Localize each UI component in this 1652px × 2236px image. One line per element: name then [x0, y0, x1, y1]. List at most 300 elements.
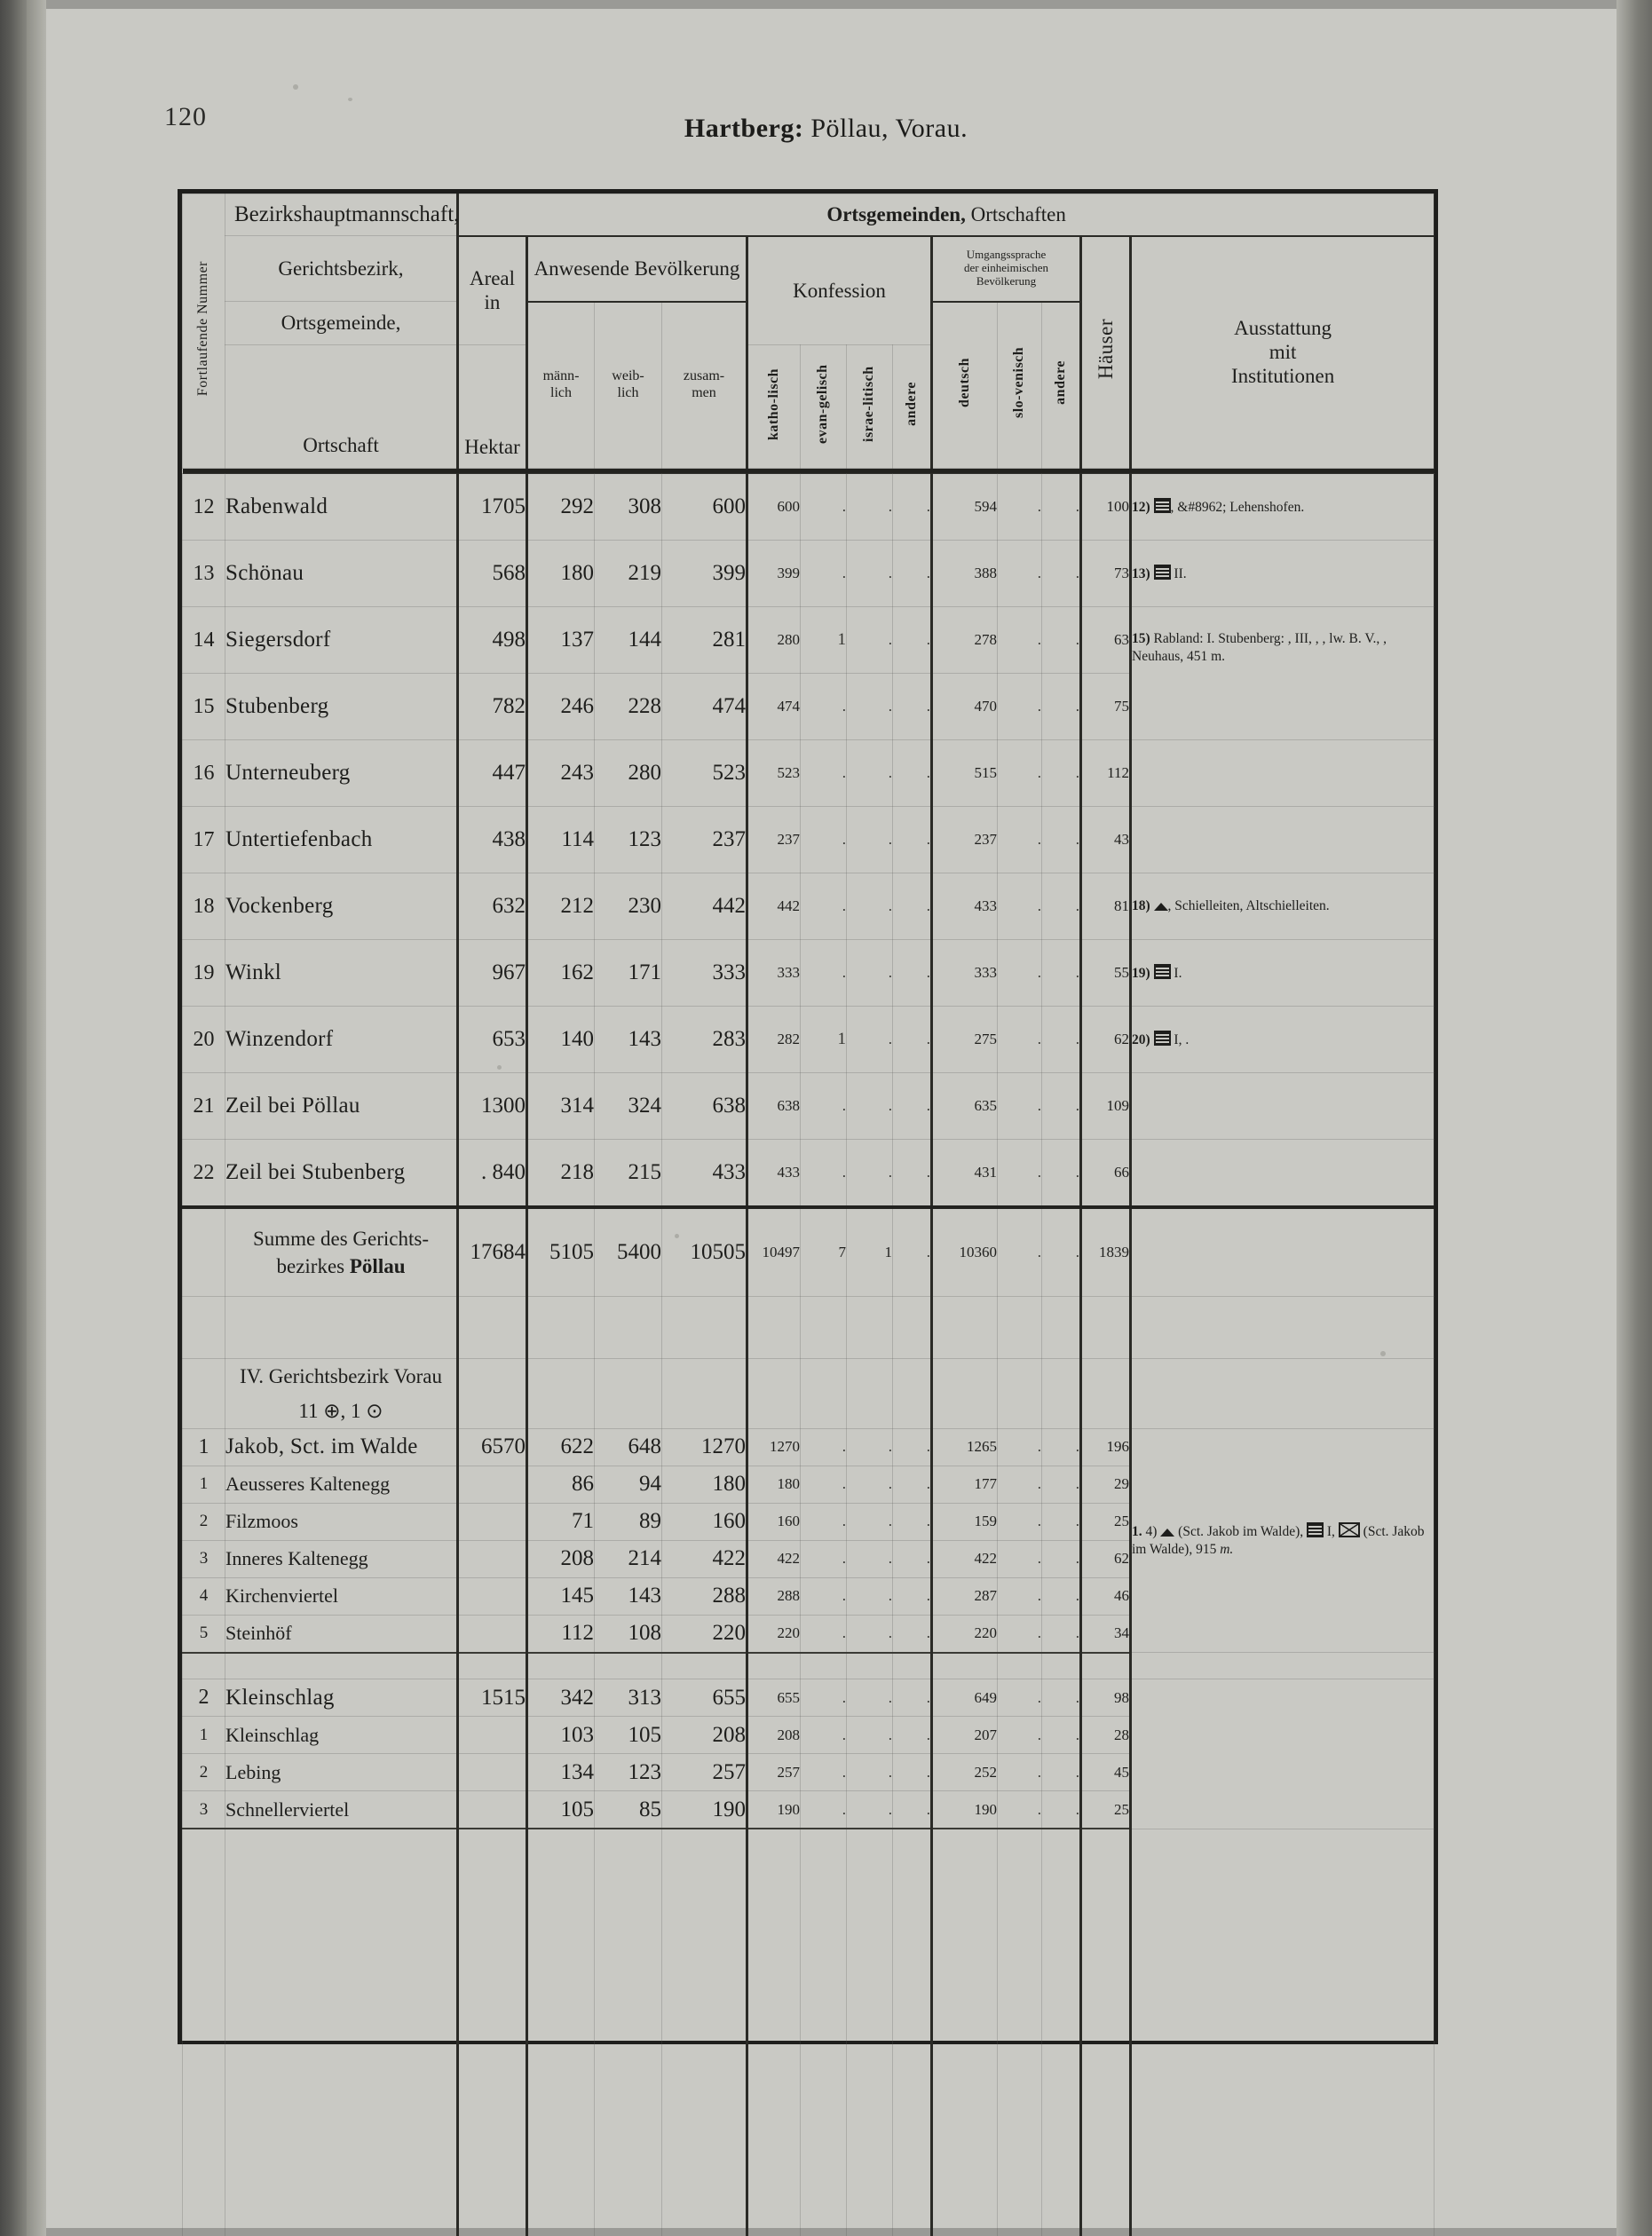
row-deutsch: 635	[932, 1073, 998, 1140]
row-konf-andere: .	[893, 807, 932, 873]
row-index: 5	[183, 1615, 225, 1653]
row-index: 3	[183, 1540, 225, 1577]
summary-lang-andere: .	[1042, 1207, 1081, 1296]
row-lang-andere: .	[1042, 1615, 1081, 1653]
row-lang-andere: .	[1042, 1140, 1081, 1208]
header-lang-andere: andere	[1042, 302, 1081, 469]
row-place: Winzendorf	[225, 1007, 458, 1073]
row-evang: .	[801, 807, 847, 873]
row-female: 219	[595, 541, 662, 607]
header-pop-male: männ- lich	[527, 302, 595, 469]
inst-ref-num: 1.	[1132, 1524, 1142, 1540]
row-israel: .	[847, 1754, 893, 1791]
row-slovenisch: .	[998, 1540, 1042, 1577]
row-place: Schnellerviertel	[225, 1791, 458, 1829]
row-male: 140	[527, 1007, 595, 1073]
row-israel: .	[847, 541, 893, 607]
row-female: 313	[595, 1679, 662, 1717]
row-index: 2	[183, 1503, 225, 1540]
row-index: 2	[183, 1679, 225, 1717]
row-total: 422	[662, 1540, 747, 1577]
header-group-rest: Ortschaften	[965, 203, 1066, 226]
row-haeuser: 62	[1081, 1007, 1131, 1073]
row-areal: 653	[458, 1007, 527, 1073]
row-areal: 1705	[458, 474, 527, 541]
row-total: 281	[662, 607, 747, 674]
table-row[interactable]	[183, 873, 1435, 940]
row-evang: 1	[801, 607, 847, 674]
row-place: Aeusseres Kaltenegg	[225, 1466, 458, 1503]
row-total: 220	[662, 1615, 747, 1653]
inst-text: , Schielleiten, Altschielleiten.	[1167, 898, 1330, 914]
row-kath: 399	[747, 541, 801, 607]
row-kath: 190	[747, 1791, 801, 1829]
row-index: 1	[183, 1466, 225, 1503]
summary-haeuser: 1839	[1081, 1207, 1131, 1296]
row-total: 190	[662, 1791, 747, 1829]
row-male: 103	[527, 1717, 595, 1754]
gazetteer-table-frame	[178, 189, 1438, 2044]
header-place-line3: Ortsgemeinde,	[225, 302, 458, 345]
row-konf-andere: .	[893, 607, 932, 674]
row-deutsch: 278	[932, 607, 998, 674]
row-areal	[458, 1615, 527, 1653]
row-institutions	[1131, 807, 1435, 873]
row-female: 171	[595, 940, 662, 1007]
row-evang: .	[801, 1140, 847, 1208]
row-deutsch: 220	[932, 1615, 998, 1653]
row-israel: .	[847, 607, 893, 674]
row-konf-andere: .	[893, 873, 932, 940]
row-kath: 288	[747, 1577, 801, 1615]
summary-areal: 17684	[458, 1207, 527, 1296]
row-index: 1	[183, 1717, 225, 1754]
row-lang-andere: .	[1042, 1717, 1081, 1754]
row-evang: .	[801, 1540, 847, 1577]
row-institutions	[1131, 607, 1435, 740]
row-place: Zeil bei Pöllau	[225, 1073, 458, 1140]
row-konf-andere: .	[893, 1754, 932, 1791]
row-total: 638	[662, 1073, 747, 1140]
row-place: Unterneuberg	[225, 740, 458, 807]
summary-total: 10505	[662, 1207, 747, 1296]
row-areal	[458, 1754, 527, 1791]
row-konf-andere: .	[893, 1615, 932, 1653]
row-kath: 257	[747, 1754, 801, 1791]
row-haeuser: 66	[1081, 1140, 1131, 1208]
row-total: 288	[662, 1577, 747, 1615]
row-konf-andere: .	[893, 1577, 932, 1615]
header-index-col: Fortlaufende Nummer	[183, 194, 225, 469]
row-index: 1	[183, 1428, 225, 1466]
row-lang-andere: .	[1042, 1466, 1081, 1503]
row-deutsch: 207	[932, 1717, 998, 1754]
summary-slovenisch: .	[998, 1207, 1042, 1296]
row-israel: .	[847, 1577, 893, 1615]
row-institutions	[1131, 474, 1435, 541]
inst-ref: 18)	[1132, 898, 1150, 914]
row-konf-andere: .	[893, 940, 932, 1007]
row-areal: 498	[458, 607, 527, 674]
row-haeuser: 34	[1081, 1615, 1131, 1653]
row-konf-andere: .	[893, 1007, 932, 1073]
running-head-courts: Pöllau, Vorau.	[803, 114, 968, 143]
row-kath: 474	[747, 674, 801, 740]
header-group-population: Anwesende Bevölkerung	[527, 236, 747, 302]
row-konf-andere: .	[893, 1717, 932, 1754]
row-haeuser: 196	[1081, 1428, 1131, 1466]
row-male: 105	[527, 1791, 595, 1829]
row-areal: 438	[458, 807, 527, 873]
page-number: 120	[164, 102, 207, 131]
row-israel: .	[847, 474, 893, 541]
row-deutsch: 470	[932, 674, 998, 740]
school-icon	[1307, 1522, 1324, 1537]
header-row-1	[183, 194, 1435, 236]
row-place: Steinhöf	[225, 1615, 458, 1653]
row-lang-andere: .	[1042, 1073, 1081, 1140]
row-female: 214	[595, 1540, 662, 1577]
row-institutions	[1131, 1007, 1435, 1073]
row-areal	[458, 1466, 527, 1503]
row-male: 112	[527, 1615, 595, 1653]
row-evang: .	[801, 1428, 847, 1466]
row-israel: .	[847, 1007, 893, 1073]
row-lang-andere: .	[1042, 474, 1081, 541]
row-institutions	[1131, 541, 1435, 607]
section-title: IV. Gerichtsbezirk Vorau	[239, 1364, 443, 1387]
table-row[interactable]	[183, 1428, 1435, 1466]
row-slovenisch: .	[998, 1615, 1042, 1653]
row-total: 442	[662, 873, 747, 940]
row-male: 134	[527, 1754, 595, 1791]
row-total: 160	[662, 1503, 747, 1540]
row-index: 15	[183, 674, 225, 740]
scan-speck	[497, 1065, 502, 1070]
row-kath: 442	[747, 873, 801, 940]
header-group-ortsgemeinden	[458, 194, 1435, 236]
row-deutsch: 422	[932, 1540, 998, 1577]
row-index: 18	[183, 873, 225, 940]
row-konf-andere: .	[893, 1428, 932, 1466]
row-kath: 333	[747, 940, 801, 1007]
table-row[interactable]	[183, 940, 1435, 1007]
row-areal: 568	[458, 541, 527, 607]
row-institutions	[1131, 940, 1435, 1007]
row-evang: .	[801, 674, 847, 740]
row-female: 94	[595, 1466, 662, 1503]
row-place: Winkl	[225, 940, 458, 1007]
row-israel: .	[847, 1140, 893, 1208]
table-row[interactable]	[183, 607, 1435, 674]
row-kath: 638	[747, 1073, 801, 1140]
inst-text-a: (Sct. Jakob im Walde),	[1174, 1524, 1307, 1540]
running-head	[0, 114, 1652, 144]
scan-speck	[293, 84, 298, 90]
row-kath: 433	[747, 1140, 801, 1208]
row-haeuser: 25	[1081, 1791, 1131, 1829]
school-icon	[1154, 1031, 1171, 1046]
summary-female: 5400	[595, 1207, 662, 1296]
school-icon	[1154, 565, 1171, 580]
row-total: 600	[662, 474, 747, 541]
row-slovenisch: .	[998, 674, 1042, 740]
table-row[interactable]	[183, 1140, 1435, 1208]
header-place-line1: Bezirkshauptmannschaft,	[225, 194, 458, 236]
row-israel: .	[847, 1615, 893, 1653]
row-areal: 1300	[458, 1073, 527, 1140]
summary-index	[183, 1207, 225, 1296]
row-total: 433	[662, 1140, 747, 1208]
summary-kath: 10497	[747, 1207, 801, 1296]
row-index: 16	[183, 740, 225, 807]
binding-edge	[0, 0, 27, 2236]
row-deutsch: 431	[932, 1140, 998, 1208]
row-deutsch: 287	[932, 1577, 998, 1615]
row-male: 246	[527, 674, 595, 740]
row-lang-andere: .	[1042, 1540, 1081, 1577]
row-female: 143	[595, 1007, 662, 1073]
row-lang-andere: .	[1042, 541, 1081, 607]
row-place: Vockenberg	[225, 873, 458, 940]
row-index: 12	[183, 474, 225, 541]
header-lang-deutsch: deutsch	[932, 302, 998, 469]
row-index: 20	[183, 1007, 225, 1073]
row-lang-andere: .	[1042, 1007, 1081, 1073]
row-evang: .	[801, 940, 847, 1007]
running-head-district: Hartberg:	[684, 114, 804, 143]
header-lang-slovenisch: slo-venisch	[998, 302, 1042, 469]
table-row[interactable]	[183, 1679, 1435, 1717]
row-areal: 1515	[458, 1679, 527, 1717]
row-slovenisch: .	[998, 940, 1042, 1007]
inst-text-b: I,	[1324, 1524, 1339, 1540]
row-kath: 422	[747, 1540, 801, 1577]
inst-text-stubenberg: Rabland: I. Stubenberg: , III, , , lw. B. V., , Neuhaus, 451 m.	[1132, 631, 1387, 664]
header-group-language: Umgangssprache der einheimischen Bevölkerung	[932, 236, 1081, 302]
row-kath: 655	[747, 1679, 801, 1717]
row-israel: .	[847, 674, 893, 740]
row-konf-andere: .	[893, 1466, 932, 1503]
row-place: Untertiefenbach	[225, 807, 458, 873]
row-kath: 523	[747, 740, 801, 807]
row-slovenisch: .	[998, 1428, 1042, 1466]
row-kath: 180	[747, 1466, 801, 1503]
table-row[interactable]	[183, 474, 1435, 541]
row-evang: 1	[801, 1007, 847, 1073]
header-group-bold: Ortsgemeinden,	[826, 203, 966, 226]
header-place-line2: Gerichtsbezirk,	[225, 236, 458, 302]
inst-text-d: m.	[1220, 1541, 1234, 1557]
row-deutsch: 1265	[932, 1428, 998, 1466]
row-evang: .	[801, 1615, 847, 1653]
row-place: Filzmoos	[225, 1503, 458, 1540]
row-haeuser: 46	[1081, 1577, 1131, 1615]
empty-tail-row	[183, 1829, 1435, 2236]
row-deutsch: 275	[932, 1007, 998, 1073]
row-male: 86	[527, 1466, 595, 1503]
row-kath: 237	[747, 807, 801, 873]
summary-evang: 7	[801, 1207, 847, 1296]
row-place: Rabenwald	[225, 474, 458, 541]
row-male: 342	[527, 1679, 595, 1717]
row-areal: . 840	[458, 1140, 527, 1208]
row-female: 105	[595, 1717, 662, 1754]
row-female: 648	[595, 1428, 662, 1466]
row-male: 145	[527, 1577, 595, 1615]
row-male: 243	[527, 740, 595, 807]
row-place: Stubenberg	[225, 674, 458, 740]
row-lang-andere: .	[1042, 1754, 1081, 1791]
row-kath: 282	[747, 1007, 801, 1073]
row-female: 143	[595, 1577, 662, 1615]
row-deutsch: 515	[932, 740, 998, 807]
summary-male: 5105	[527, 1207, 595, 1296]
row-male: 114	[527, 807, 595, 873]
inst-text: I, .	[1170, 1031, 1190, 1047]
row-areal: 967	[458, 940, 527, 1007]
row-total: 257	[662, 1754, 747, 1791]
row-total: 1270	[662, 1428, 747, 1466]
row-total: 237	[662, 807, 747, 873]
row-areal: 632	[458, 873, 527, 940]
row-total: 208	[662, 1717, 747, 1754]
table-row[interactable]	[183, 807, 1435, 873]
row-haeuser: 109	[1081, 1073, 1131, 1140]
row-kath: 208	[747, 1717, 801, 1754]
row-male: 137	[527, 607, 595, 674]
row-slovenisch: .	[998, 1073, 1042, 1140]
row-israel: .	[847, 1679, 893, 1717]
row-haeuser: 73	[1081, 541, 1131, 607]
table-row[interactable]	[183, 541, 1435, 607]
inst-ref: 19)	[1132, 965, 1150, 981]
row-female: 85	[595, 1791, 662, 1829]
row-total: 399	[662, 541, 747, 607]
row-lang-andere: .	[1042, 1679, 1081, 1717]
row-total: 283	[662, 1007, 747, 1073]
header-areal-unit: Hektar	[458, 345, 527, 469]
row-areal: 782	[458, 674, 527, 740]
row-slovenisch: .	[998, 1577, 1042, 1615]
inst-ref: 13)	[1132, 565, 1150, 581]
row-female: 144	[595, 607, 662, 674]
row-female: 228	[595, 674, 662, 740]
row-place: Jakob, Sct. im Walde	[225, 1428, 458, 1466]
row-total: 474	[662, 674, 747, 740]
row-lang-andere: .	[1042, 1791, 1081, 1829]
row-haeuser: 98	[1081, 1679, 1131, 1717]
row-israel: .	[847, 1540, 893, 1577]
table-row[interactable]	[183, 1007, 1435, 1073]
row-index: 3	[183, 1791, 225, 1829]
row-lang-andere: .	[1042, 674, 1081, 740]
row-total: 180	[662, 1466, 747, 1503]
row-haeuser: 29	[1081, 1466, 1131, 1503]
row-israel: .	[847, 940, 893, 1007]
header-konf-evangelisch: evan-gelisch	[801, 345, 847, 469]
row-male: 314	[527, 1073, 595, 1140]
row-slovenisch: .	[998, 807, 1042, 873]
header-place-line4: Ortschaft	[225, 345, 458, 469]
summary-row	[183, 1207, 1435, 1296]
row-slovenisch: .	[998, 1679, 1042, 1717]
summary-konf-andere: .	[893, 1207, 932, 1296]
row-place: Inneres Kaltenegg	[225, 1540, 458, 1577]
header-areal: Areal in	[458, 236, 527, 345]
row-slovenisch: .	[998, 607, 1042, 674]
row-male: 162	[527, 940, 595, 1007]
row-lang-andere: .	[1042, 940, 1081, 1007]
row-male: 212	[527, 873, 595, 940]
row-deutsch: 237	[932, 807, 998, 873]
table-row[interactable]	[183, 1073, 1435, 1140]
row-male: 208	[527, 1540, 595, 1577]
inst-ref: 12)	[1132, 499, 1150, 515]
row-slovenisch: .	[998, 1791, 1042, 1829]
row-haeuser: 62	[1081, 1540, 1131, 1577]
row-areal: 447	[458, 740, 527, 807]
section-heading	[225, 1358, 458, 1428]
summary-label: Summe des Gerichts- bezirkes Pöllau	[225, 1207, 458, 1296]
row-konf-andere: .	[893, 541, 932, 607]
row-konf-andere: .	[893, 740, 932, 807]
row-male: 71	[527, 1503, 595, 1540]
row-evang: .	[801, 1717, 847, 1754]
row-kath: 160	[747, 1503, 801, 1540]
row-slovenisch: .	[998, 1466, 1042, 1503]
row-kath: 600	[747, 474, 801, 541]
row-total: 333	[662, 940, 747, 1007]
row-haeuser: 100	[1081, 474, 1131, 541]
row-israel: .	[847, 807, 893, 873]
row-total: 655	[662, 1679, 747, 1717]
row-male: 180	[527, 541, 595, 607]
row-slovenisch: .	[998, 1140, 1042, 1208]
header-konf-katholisch: katho-lisch	[747, 345, 801, 469]
section-index	[183, 1358, 225, 1428]
summary-institutions	[1131, 1207, 1435, 1296]
row-male: 622	[527, 1428, 595, 1466]
row-index: 22	[183, 1140, 225, 1208]
row-konf-andere: .	[893, 474, 932, 541]
page-right-shadow	[1616, 0, 1652, 2236]
table-row[interactable]	[183, 740, 1435, 807]
row-kath: 280	[747, 607, 801, 674]
row-deutsch: 177	[932, 1466, 998, 1503]
row-evang: .	[801, 1073, 847, 1140]
row-israel: .	[847, 740, 893, 807]
inst-ref: 15)	[1132, 631, 1150, 646]
row-haeuser: 43	[1081, 807, 1131, 873]
row-areal	[458, 1791, 527, 1829]
row-institutions	[1131, 1140, 1435, 1208]
row-female: 123	[595, 807, 662, 873]
row-haeuser: 81	[1081, 873, 1131, 940]
group-separator-row	[183, 1653, 1435, 1679]
row-konf-andere: .	[893, 1791, 932, 1829]
header-ausstattung: Ausstattung mit Institutionen	[1131, 236, 1435, 469]
row-index: 4	[183, 1577, 225, 1615]
row-israel: .	[847, 1791, 893, 1829]
row-konf-andere: .	[893, 1503, 932, 1540]
row-lang-andere: .	[1042, 740, 1081, 807]
row-areal	[458, 1577, 527, 1615]
row-female: 89	[595, 1503, 662, 1540]
row-haeuser: 25	[1081, 1503, 1131, 1540]
header-row-2	[183, 236, 1435, 302]
header-konf-israelitisch: israe-litisch	[847, 345, 893, 469]
